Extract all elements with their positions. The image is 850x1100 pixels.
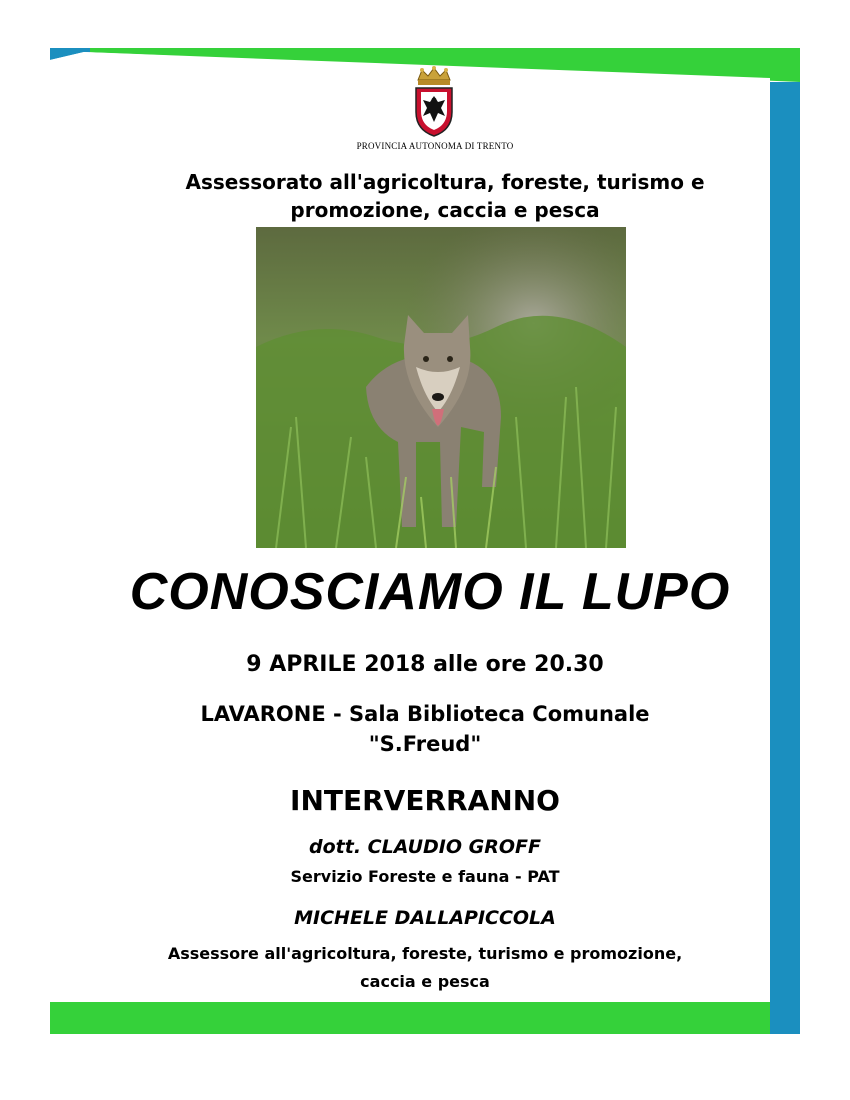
department-line-1: Assessorato all'agricoltura, foreste, turismo e bbox=[185, 170, 705, 194]
speaker-1-name: dott. CLAUDIO GROFF bbox=[309, 836, 541, 858]
event-date: 9 APRILE 2018 alle ore 20.30 bbox=[246, 652, 604, 677]
speaker-2-role-line-1: Assessore all'agricoltura, foreste, turismo e promozione, bbox=[167, 944, 683, 963]
province-name: PROVINCIA AUTONOMA DI TRENTO bbox=[356, 141, 514, 151]
speakers-heading: INTERVERRANNO bbox=[290, 784, 560, 817]
event-venue bbox=[100, 699, 750, 759]
speaker-1-role: Servizio Foreste e fauna - PAT bbox=[290, 867, 560, 886]
event-title: CONOSCIAMO IL LUPO bbox=[129, 563, 731, 621]
venue-line-2: "S.Freud" bbox=[368, 732, 482, 756]
venue-line-1: LAVARONE - Sala Biblioteca Comunale bbox=[200, 702, 650, 726]
speaker-2-role-line-2: caccia e pesca bbox=[360, 972, 490, 991]
department-heading bbox=[120, 168, 770, 224]
trento-coat-of-arms-icon bbox=[412, 66, 456, 138]
wolf-photo bbox=[256, 227, 626, 548]
department-line-2: promozione, caccia e pesca bbox=[290, 198, 600, 222]
speaker-2-name: MICHELE DALLAPICCOLA bbox=[294, 907, 556, 929]
speaker-2-role bbox=[60, 940, 790, 996]
